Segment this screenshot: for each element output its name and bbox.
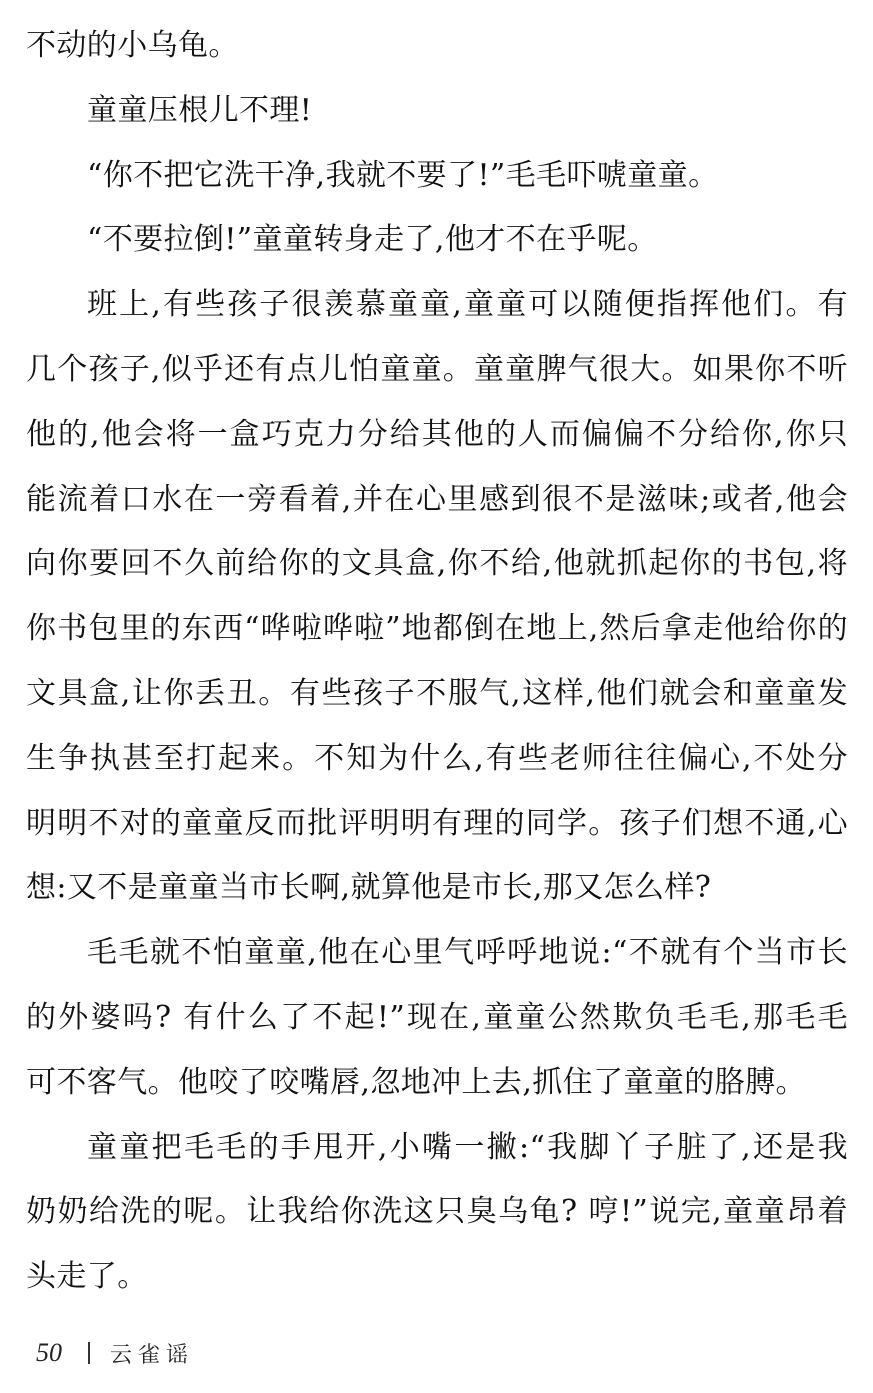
body-text <box>26 14 848 1310</box>
text-line: 明明不对的童童反而批评明明有理的同学。孩子们想不通,心 <box>26 805 848 841</box>
text-line: 奶奶给洗的呢。让我给你洗这只臭乌龟? 哼!”说完,童童昂着 <box>26 1194 848 1230</box>
text-line: 文具盒,让你丢丑。有些孩子不服气,这样,他们就会和童童发 <box>26 675 848 711</box>
text-line: “不要拉倒!”童童转身走了,他才不在乎呢。 <box>87 222 658 258</box>
text-line: 你书包里的东西“哗啦哗啦”地都倒在地上,然后拿走他给你的 <box>26 611 848 647</box>
page-number: 50 <box>36 1338 62 1367</box>
text-line: 几个孩子,似乎还有点儿怕童童。童童脾气很大。如果你不听 <box>26 351 848 387</box>
text-line: 生争执甚至打起来。不知为什么,有些老师往往偏心,不处分 <box>26 740 848 776</box>
footer-divider <box>88 1342 90 1364</box>
text-line: 可不客气。他咬了咬嘴唇,忽地冲上去,抓住了童童的胳膊。 <box>26 1064 806 1100</box>
text-line: 童童把毛毛的手甩开,小嘴一撇:“我脚丫子脏了,还是我 <box>87 1129 848 1165</box>
text-line: 向你要回不久前给你的文具盒,你不给,他就抓起你的书包,将 <box>26 546 848 582</box>
text-line: 能流着口水在一旁看着,并在心里感到很不是滋味;或者,他会 <box>26 481 848 517</box>
text-line: 不动的小乌龟。 <box>26 28 239 63</box>
text-line: 毛毛就不怕童童,他在心里气呼呼地说:“不就有个当市长 <box>87 935 848 971</box>
text-line: 头走了。 <box>26 1259 148 1295</box>
text-line: 他的,他会将一盒巧克力分给其他的人而偏偏不分给你,你只 <box>26 416 848 452</box>
text-line: 童童压根儿不理! <box>87 92 313 128</box>
text-line: 班上,有些孩子很羡慕童童,童童可以随便指挥他们。有 <box>87 287 848 323</box>
book-title: 云雀谣 <box>110 1342 195 1368</box>
text-line: “你不把它洗干净,我就不要了!”毛毛吓唬童童。 <box>87 157 719 193</box>
page-footer <box>36 1333 194 1373</box>
text-line: 的外婆吗? 有什么了不起!”现在,童童公然欺负毛毛,那毛毛 <box>26 999 848 1035</box>
text-line: 想:又不是童童当市长啊,就算他是市长,那又怎么样? <box>26 870 712 906</box>
